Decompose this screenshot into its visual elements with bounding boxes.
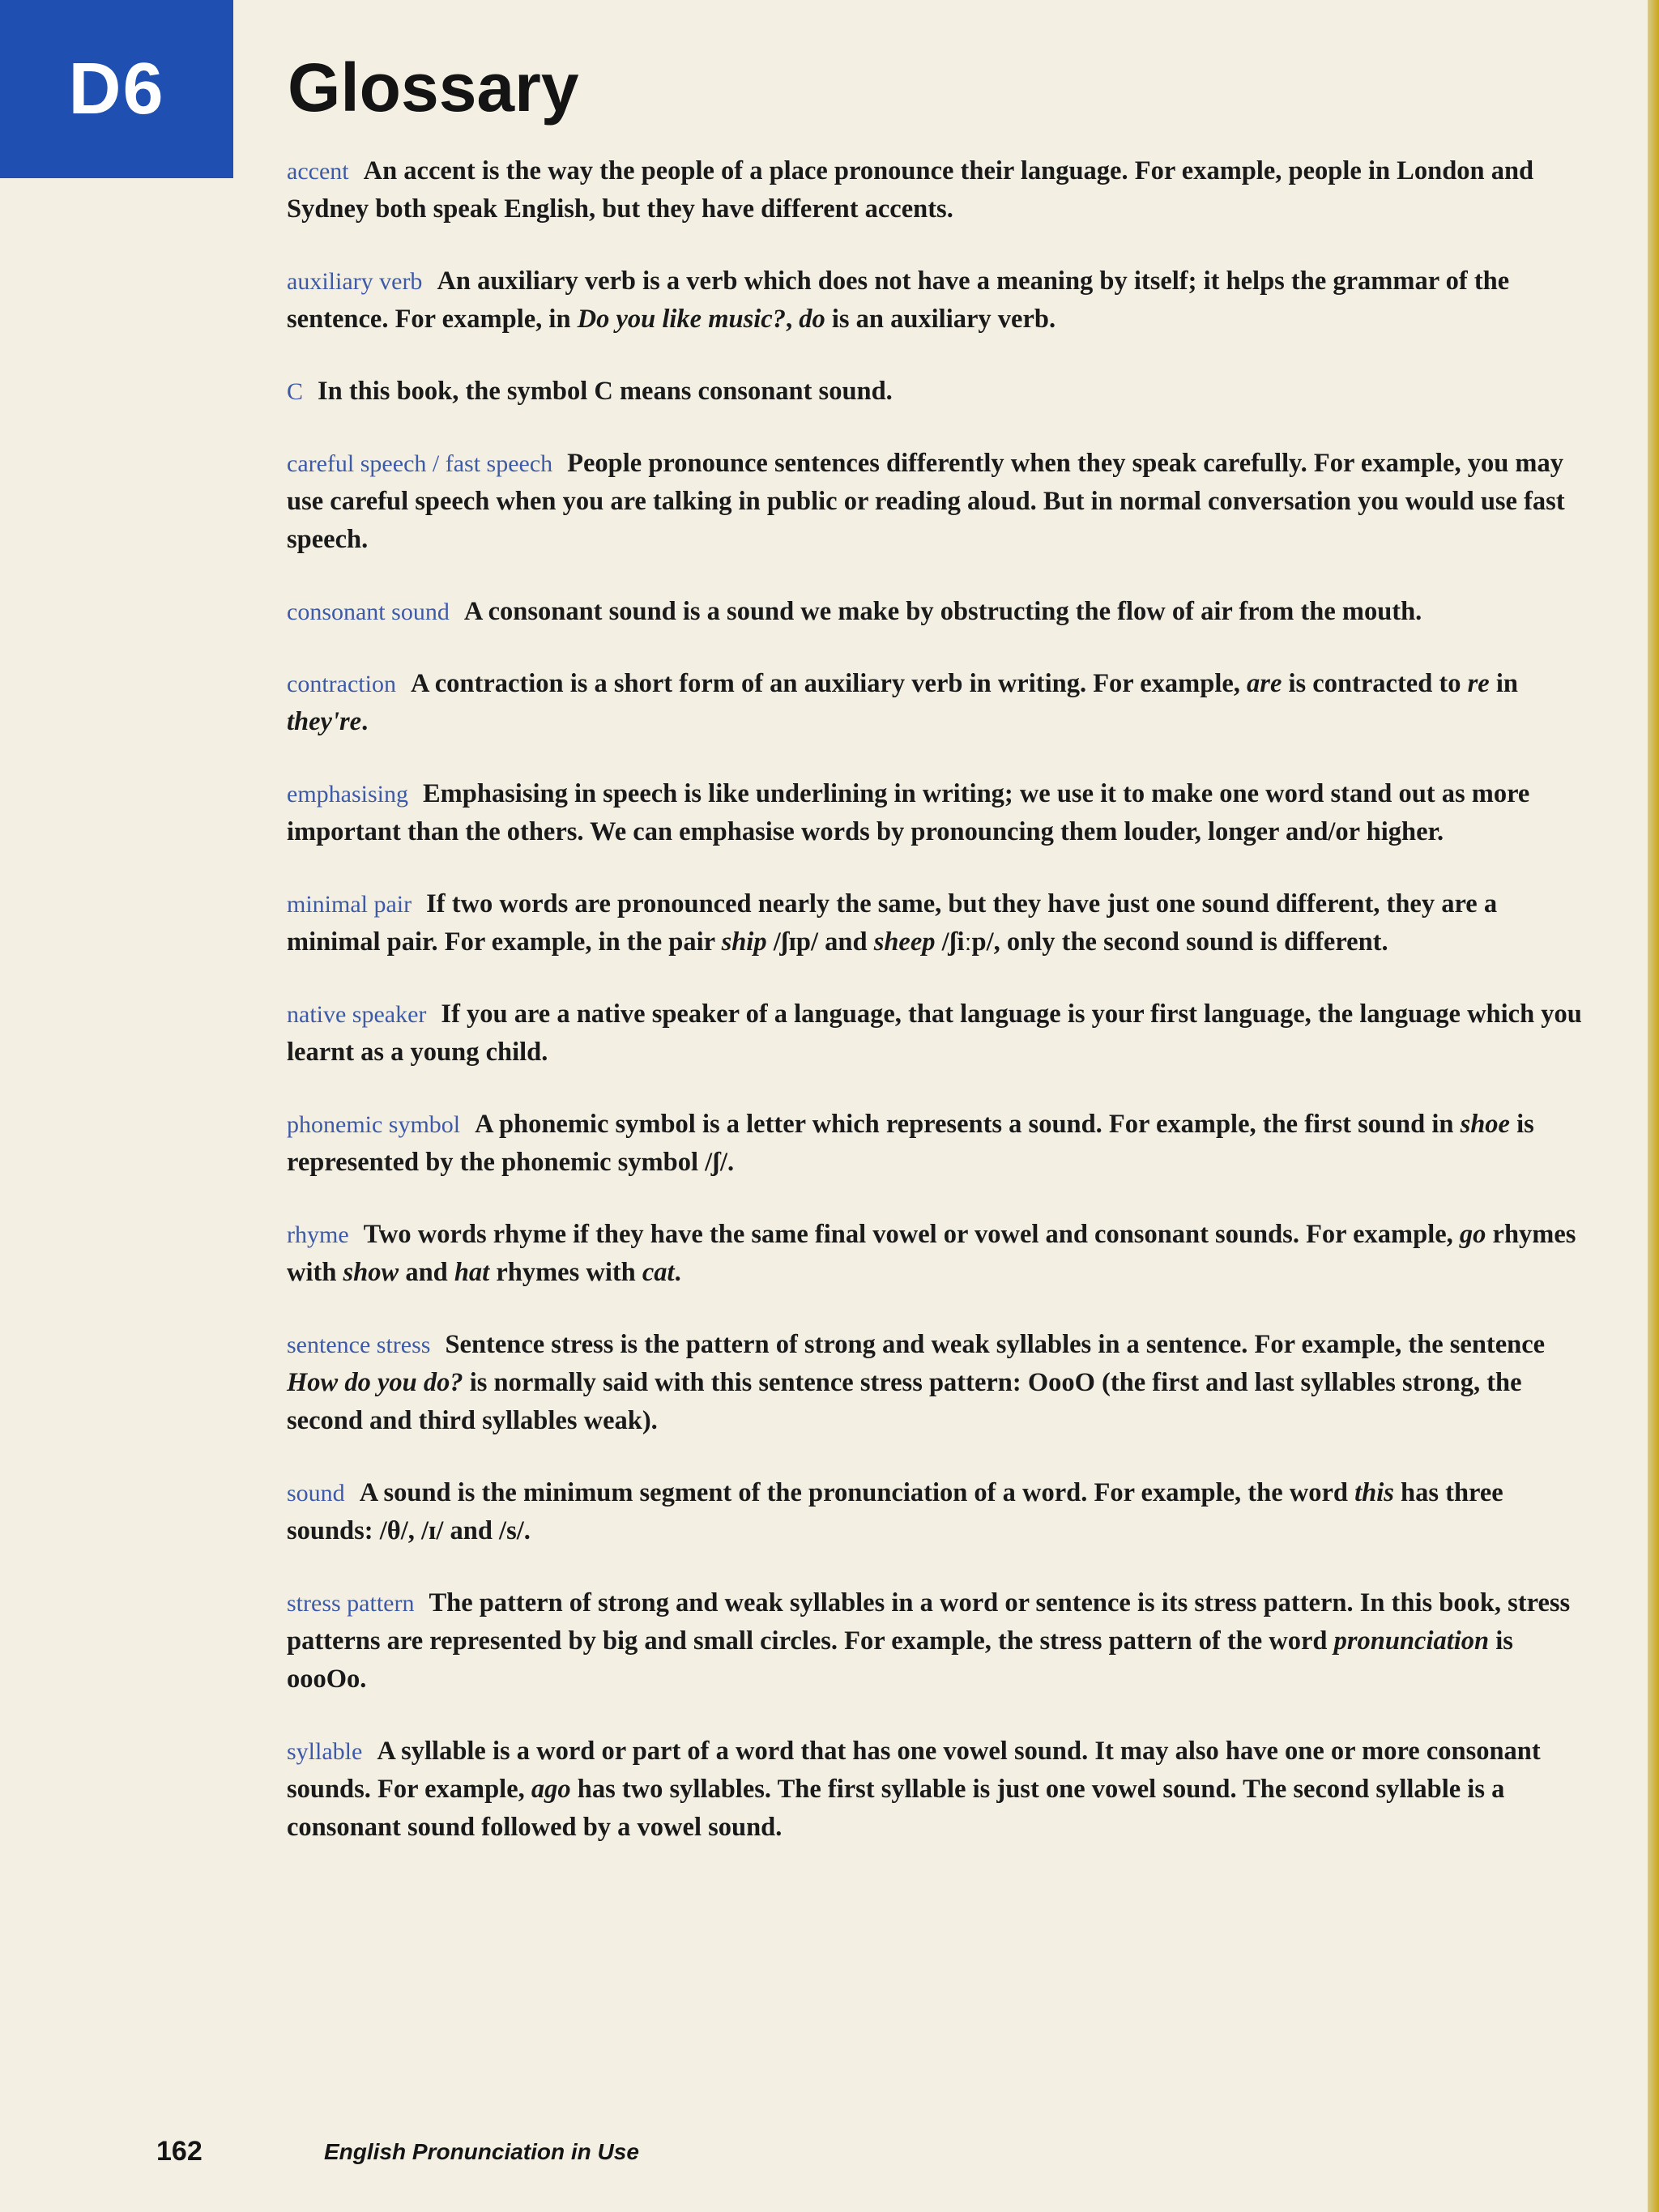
glossary-entry — [287, 885, 1583, 961]
glossary-term: emphasising — [287, 781, 408, 808]
definition-text: in — [1489, 669, 1518, 698]
glossary-entry — [287, 152, 1583, 228]
italic-example: go — [1459, 1220, 1486, 1249]
italic-example: are — [1247, 669, 1282, 698]
glossary-entry — [287, 593, 1583, 631]
glossary-term: rhyme — [287, 1221, 349, 1248]
glossary-definition — [287, 1737, 1541, 1842]
definition-text: rhymes with — [287, 1220, 1576, 1287]
glossary-term: syllable — [287, 1738, 363, 1765]
definition-text: An auxiliary verb is a verb which does not have a meaning by itself; it helps the grammar of the sentence. For example, in — [287, 266, 1510, 334]
glossary-entry — [287, 995, 1583, 1072]
glossary-entry — [287, 1474, 1583, 1550]
glossary-definition — [287, 1220, 1576, 1287]
glossary-entry — [287, 1584, 1583, 1698]
glossary-entry — [287, 775, 1583, 851]
definition-text: In this book, the symbol C means consonant sound. — [318, 377, 893, 406]
glossary-definition — [287, 669, 1518, 736]
glossary-term: contraction — [287, 671, 396, 697]
definition-text: A consonant sound is a sound we make by obstructing the flow of air from the mouth. — [463, 597, 1422, 626]
definition-text: is an auxiliary verb. — [825, 305, 1056, 334]
definition-text: A syllable is a word or part of a word that has one vowel sound. It may also have one or more consonant sounds. For example, — [287, 1737, 1541, 1804]
definition-text: If you are a native speaker of a language, that language is your first language, the language which you learnt as a young child. — [287, 999, 1582, 1067]
definition-text: A contraction is a short form of an auxiliary verb in writing. For example, — [410, 669, 1247, 698]
page-number: 162 — [156, 2136, 203, 2167]
italic-example: they're — [287, 707, 362, 736]
glossary-term: careful speech / fast speech — [287, 450, 553, 477]
definition-text: An accent is the way the people of a place pronounce their language. For example, people in London and Sydney both speak English, but they have different accents. — [287, 156, 1534, 224]
definition-text: rhymes with — [489, 1258, 642, 1287]
glossary-entry — [287, 665, 1583, 741]
italic-example: cat — [642, 1258, 675, 1287]
glossary-definition — [287, 1588, 1570, 1694]
definition-text: A sound is the minimum segment of the pronunciation of a word. For example, the word — [359, 1478, 1355, 1507]
book-title: English Pronunciation in Use — [324, 2139, 639, 2164]
definition-text: /ʃiːp/, only the second sound is different. — [935, 927, 1388, 957]
definition-text: Sentence stress is the pattern of strong and weak syllables in a sentence. For example, the sentence — [445, 1330, 1546, 1359]
glossary-term: consonant sound — [287, 599, 450, 625]
definition-text: is represented by the phonemic symbol /ʃ/. — [287, 1110, 1534, 1177]
glossary-definition — [287, 1478, 1503, 1545]
glossary-definition — [287, 779, 1529, 846]
glossary-definition — [287, 1330, 1545, 1435]
glossary-definition — [287, 889, 1497, 957]
glossary-entry — [287, 1733, 1583, 1847]
definition-text: is oooOo. — [287, 1626, 1513, 1694]
definition-text: is normally said with this sentence stress pattern: OooO (the first and last syllables strong, the second and third syllables weak). — [287, 1368, 1522, 1435]
definition-text: . — [361, 707, 369, 736]
glossary-definition — [287, 999, 1582, 1067]
italic-example: How do you do? — [287, 1368, 463, 1397]
glossary-list — [287, 152, 1583, 1881]
glossary-definition — [287, 1110, 1534, 1177]
glossary-term: phonemic symbol — [287, 1111, 461, 1138]
definition-text: has two syllables. The first syllable is just one vowel sound. The second syllable is a consonant sound followed by a vowel sound. — [287, 1775, 1505, 1842]
page-edge-decoration — [1648, 0, 1659, 2212]
glossary-term: minimal pair — [287, 891, 412, 918]
glossary-definition — [464, 597, 1422, 626]
glossary-term: auxiliary verb — [287, 268, 423, 295]
glossary-term: sentence stress — [287, 1332, 431, 1358]
glossary-definition — [318, 377, 893, 406]
definition-text: is contracted to — [1282, 669, 1468, 698]
definition-text: People pronounce sentences differently when they speak carefully. For example, you may use careful speech when you are talking in public or reading aloud. But in normal conversation you would use fast speech. — [287, 449, 1565, 554]
definition-text: . — [674, 1258, 681, 1287]
glossary-entry — [287, 1326, 1583, 1440]
glossary-entry — [287, 1106, 1583, 1182]
definition-text: Emphasising in speech is like underlining in writing; we use it to make one word stand out as more important than the others. We can emphasise words by pronouncing them louder, longer and/or higher. — [287, 779, 1530, 846]
italic-example: re — [1467, 669, 1490, 698]
glossary-term: sound — [287, 1480, 345, 1507]
italic-example: show — [343, 1258, 399, 1287]
italic-example: sheep — [873, 927, 936, 957]
glossary-definition — [287, 156, 1533, 224]
definition-text: has three sounds: /θ/, /ɪ/ and /s/. — [287, 1478, 1503, 1545]
italic-example: ship — [721, 927, 767, 957]
italic-example: do — [799, 305, 825, 334]
definition-text: and — [399, 1258, 454, 1287]
definition-text: /ʃɪp/ and — [766, 927, 874, 957]
glossary-term: native speaker — [287, 1001, 427, 1028]
italic-example: pronunciation — [1333, 1626, 1490, 1656]
definition-text: The pattern of strong and weak syllables in a word or sentence is its stress pattern. In this book, stress patterns are represented by big and small circles. For example, the stress pattern of the word — [287, 1588, 1571, 1656]
italic-example: ago — [531, 1775, 571, 1804]
glossary-term: stress pattern — [287, 1590, 415, 1617]
glossary-term: accent — [287, 158, 349, 185]
unit-badge: D6 — [0, 0, 233, 178]
glossary-definition — [287, 266, 1509, 334]
glossary-term: C — [287, 378, 304, 405]
glossary-entry — [287, 1216, 1583, 1292]
glossary-entry — [287, 445, 1583, 559]
page-title: Glossary — [288, 49, 579, 126]
definition-text: Two words rhyme if they have the same final vowel or vowel and consonant sounds. For example, — [363, 1220, 1460, 1249]
definition-text: If two words are pronounced nearly the same, but they have just one sound different, they are a minimal pair. For example, in the pair — [287, 889, 1498, 957]
definition-text: A phonemic symbol is a letter which represents a sound. For example, the first sound in — [475, 1110, 1461, 1139]
italic-example: hat — [454, 1258, 490, 1287]
definition-text: , — [785, 305, 800, 334]
italic-example: shoe — [1460, 1110, 1510, 1139]
glossary-entry — [287, 373, 1583, 411]
italic-example: this — [1354, 1478, 1394, 1507]
italic-example: Do you like music? — [577, 305, 786, 334]
glossary-entry — [287, 262, 1583, 339]
